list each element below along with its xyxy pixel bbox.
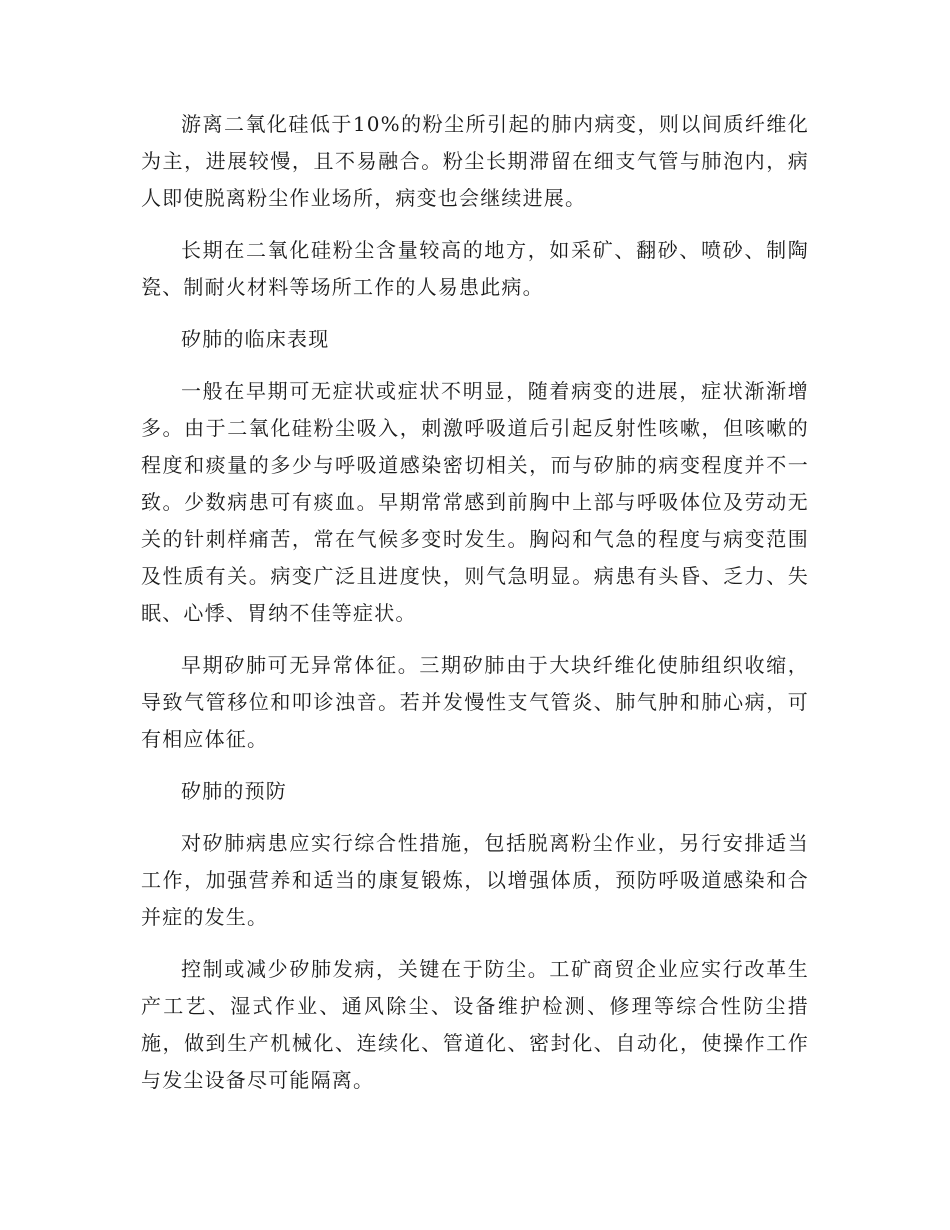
paragraph-dust-control: 控制或减少矽肺发病，关键在于防尘。工矿商贸企业应实行改革生产工艺、湿式作业、通风除尘、设备维护检测、修理等综合性防尘措施，做到生产机械化、连续化、管道化、密封化、自动化，使操作工作与发尘设备尽可能隔离。	[141, 957, 809, 1092]
paragraph-symptoms: 一般在早期可无症状或症状不明显，随着病变的进展，症状渐渐增多。由于二氧化硅粉尘吸入，刺激呼吸道后引起反射性咳嗽，但咳嗽的程度和痰量的多少与呼吸道感染密切相关，而与矽肺的病变程度并不一致。少数病患可有痰血。早期常常感到前胸中上部与呼吸体位及劳动无关的针刺样痛苦，常在气候多变时发生。胸闷和气急的程度与病变范围及性质有关。病变广泛且进度快，则气急明显。病患有头昏、乏力、失眠、心悸、胃纳不佳等症状。	[141, 379, 809, 625]
section-heading-clinical-manifestations: 矽肺的临床表现	[181, 327, 330, 351]
paragraph-silica-low-content: 游离二氧化硅低于10%的粉尘所引起的肺内病变，则以间质纤维化为主，进展较慢，且不易融合。粉尘长期滞留在细支气管与肺泡内，病人即使脱离粉尘作业场所，病变也会继续进展。	[141, 112, 809, 210]
paragraph-risk-occupations: 长期在二氧化硅粉尘含量较高的地方，如采矿、翻砂、喷砂、制陶瓷、制耐火材料等场所工作的人易患此病。	[141, 238, 809, 299]
paragraph-physical-signs: 早期矽肺可无异常体征。三期矽肺由于大块纤维化使肺组织收缩，导致气管移位和叩诊浊音。若并发慢性支气管炎、肺气肿和肺心病，可有相应体征。	[141, 653, 809, 751]
paragraph-comprehensive-measures: 对矽肺病患应实行综合性措施，包括脱离粉尘作业，另行安排适当工作，加强营养和适当的康复锻炼，以增强体质，预防呼吸道感染和合并症的发生。	[141, 831, 809, 929]
document-page	[141, 106, 809, 1114]
section-heading-prevention: 矽肺的预防	[181, 779, 287, 803]
